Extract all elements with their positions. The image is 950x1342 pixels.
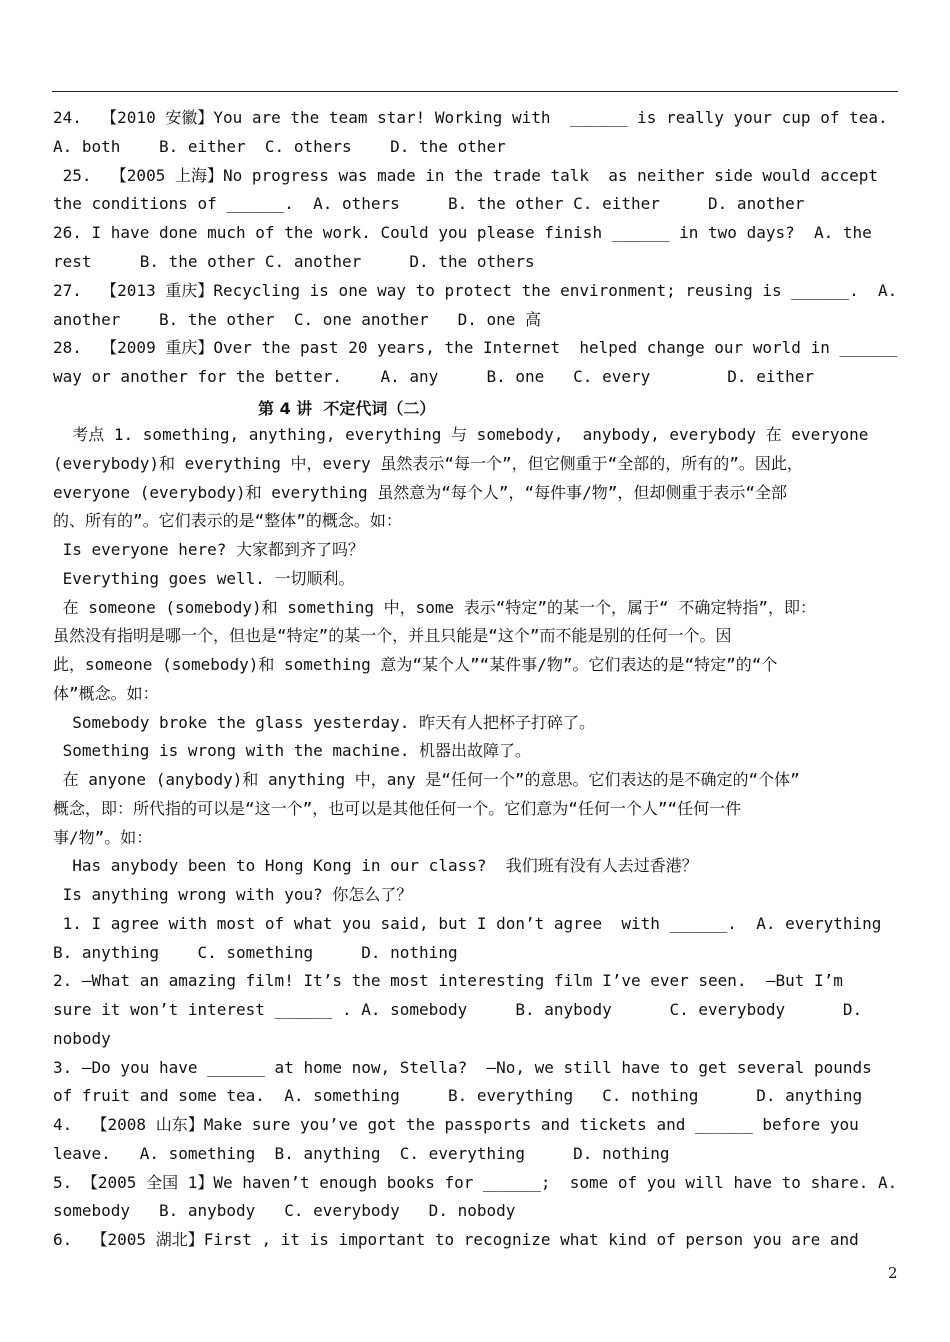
text-line: 1. I agree with most of what you said, but I don’t agree with ______. A. everything [53,913,882,933]
text-line: 体”概念。如： [53,683,159,703]
text-line: 概念，即：所代指的可以是“这一个”，也可以是其他任何一个。它们意为“任何一个人”“任何一件 [53,798,742,818]
text-line: Has anybody been to Hong Kong in our class? 我们班有没有人去过香港？ [53,856,698,876]
text-line: 考点 1. something, anything, everything 与 somebody, anybody, everybody 在 everyone [53,425,869,444]
text-line: 虽然没有指明是哪一个，但也是“特定”的某一个，并且只能是“这个”而不能是别的任何一个。因 [53,626,732,646]
text-line: nobody [53,1028,111,1048]
section-title: 第 4 讲 不定代词（二） [258,399,436,418]
text-line: 在 someone (somebody)和 something 中，some 表示“特定”的某一个，属于“ 不确定特指”，即： [53,597,816,617]
text-line: Is anything wrong with you? 你怎么了？ [53,885,413,904]
text-line: the conditions of ______. A. others B. the other C. either D. another [53,194,805,214]
page-number: 2 [888,1264,898,1282]
text-line: B. anything C. something D. nothing [53,942,458,962]
text-line: 2. —What an amazing film! It’s the most interesting film I’ve ever seen. —But I’m [53,971,843,991]
text-line: 3. —Do you have ______ at home now, Stella? —No, we still have to get several pounds [53,1057,872,1077]
text-line: Something is wrong with the machine. 机器出故障了。 [53,741,532,761]
text-line: 事/物”。如： [53,827,153,847]
text-line: 在 anyone (anybody)和 anything 中，any 是“任何一个”的意思。它们表达的是不确定的“个体” [53,770,800,789]
text-line: (everybody)和 everything 中，every 虽然表示“每一个”，但它侧重于“全部的，所有的”。因此， [53,453,803,473]
text-line: Is everyone here? 大家都到齐了吗？ [53,540,365,559]
text-line: another B. the other C. one another D. one 高 [53,309,542,329]
text-line: 的、所有的”。它们表示的是“整体”的概念。如： [53,511,402,531]
text-line: everyone (everybody)和 everything 虽然意为“每个人”，“每件事/物”，但却侧重于表示“全部 [53,482,788,502]
text-line: 28. 【2009 重庆】Over the past 20 years, the Internet helped change our world in ______ [53,338,898,358]
header-rule [52,91,898,92]
text-line: 6. 【2005 湖北】First , it is important to recognize what kind of person you are and [53,1230,859,1249]
text-line: A. both B. either C. others D. the other [53,136,506,156]
text-line: of fruit and some tea. A. something B. everything C. nothing D. anything [53,1086,863,1106]
text-line: 27. 【2013 重庆】Recycling is one way to protect the environment; reusing is ______. A. [53,280,898,300]
text-line: 5. 【2005 全国 1】We haven’t enough books for ______; some of you will have to share. A. [53,1172,898,1192]
text-line: rest B. the other C. another D. the others [53,252,535,271]
text-line: 24. 【2010 安徽】You are the team star! Working with ______ is really your cup of tea. [53,108,888,127]
text-line: 此，someone (somebody)和 something 意为“某个人”“某件事/物”。它们表达的是“特定”的“个 [53,655,778,674]
text-line: way or another for the better. A. any B. one C. every D. either [53,367,814,387]
text-line: Everything goes well. 一切顺利。 [53,568,355,588]
text-line: 25. 【2005 上海】No progress was made in the trade talk as neither side would accept [53,165,878,185]
text-line: somebody B. anybody C. everybody D. nobody [53,1201,516,1221]
text-line: 4. 【2008 山东】Make sure you’ve got the passports and tickets and ______ before you [53,1115,859,1134]
text-line: leave. A. something B. anything C. everything D. nothing [53,1143,670,1163]
text-line: Somebody broke the glass yesterday. 昨天有人把杯子打碎了。 [53,712,596,732]
text-line: sure it won’t interest ______ . A. somebody B. anybody C. everybody D. [53,1000,863,1019]
text-line: 26. I have done much of the work. Could you please finish ______ in two days? A. the [53,223,872,243]
